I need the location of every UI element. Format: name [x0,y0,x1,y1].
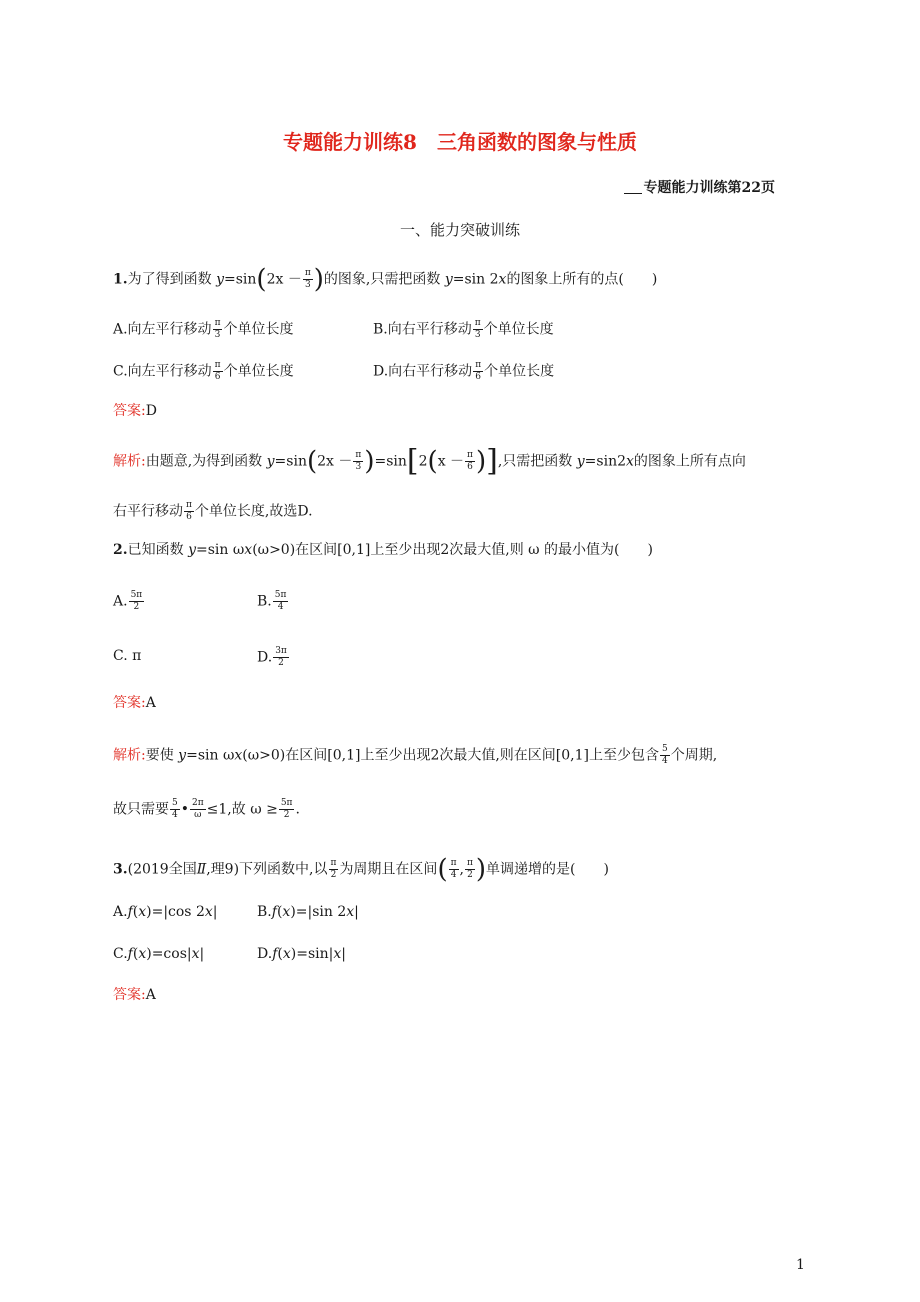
question-2-stem: 2.已知函数 y=sin ωx(ω>0)在区间[0,1]上至少出现2次最大值,则 ω 的最小值为( ) [113,542,653,558]
bracket: ] [486,443,498,479]
fraction [473,318,483,341]
bracket: [ [406,443,419,479]
math: f [127,946,133,962]
text: =|sin 2 [295,904,347,920]
denominator: 4 [172,810,178,820]
math: x [346,904,355,920]
option-value: π [132,648,142,664]
denominator: 3 [214,330,221,340]
text: 在区间[0,1]上至少出现2次最大值,则 [295,542,524,558]
fraction [184,500,194,523]
numerator: π [186,500,192,510]
q3-option-d: D.f(x)=sin|x| [257,946,346,962]
question-1-stem: 1.为了得到函数 y=sin(2x － $\frac{\pi}{3}$ )的图象,只需把函数 y=sin 2x的图象上所有的点( ) [113,264,658,295]
fraction [353,450,363,473]
numerator: π [214,360,221,370]
fraction [473,360,483,383]
numerator: 5π [280,798,293,808]
fraction [279,798,295,821]
denominator: 6 [475,372,482,382]
text: 个单位长度 [483,321,554,338]
question-number: 2. [113,542,128,558]
text: ,理9)下列函数中,以 [206,861,328,878]
denominator: 3 [474,330,481,340]
q1-explanation-line1: 解析:由题意,为得到函数 y=sin(2x － $\frac{\pi}{3}$ )=sin[2(x － $\frac{\pi}{6}$ )],只需把函数 y=sin2x的图象上所有点向 [113,443,746,479]
numerator: 2π [192,798,204,808]
math: x [282,946,291,962]
numerator: 5 [172,798,178,808]
paren: ( [427,446,438,477]
math: x [191,946,200,962]
text: ,只需把函数 [497,453,573,470]
numerator: 5π [274,590,287,600]
paren: ) [475,854,487,885]
fraction [170,798,180,821]
q3-option-b: B.f(x)=|sin 2x| [257,904,359,920]
text: 为了得到函数 [127,271,212,288]
text: 已知函数 [127,542,184,558]
explanation-label: 解析: [113,453,146,470]
answer-label: 答案: [113,987,146,1003]
text: 个单位长度 [484,363,555,380]
math: y [444,271,453,288]
numerator: π [304,268,311,278]
denominator: 6 [467,462,473,472]
math: x [138,946,147,962]
paren: ) [475,446,487,477]
fraction [465,450,475,473]
text: 个单位长度 [223,321,294,338]
numerator: π [330,858,337,868]
math: y [188,542,196,558]
math: f [127,904,133,920]
option-label: D. [257,649,273,666]
q2-option-a [113,590,145,613]
q2-option-d [257,646,290,669]
numerator: 5π [130,590,143,600]
math: x [234,747,243,764]
option-label: B. [257,904,272,920]
explanation-label: 解析: [113,747,146,764]
numerator: 5 [662,744,668,754]
numerator: π [467,450,473,460]
fraction [303,268,313,291]
paren: ) [313,264,324,295]
text: ≤1,故 [206,801,246,818]
numerator: 3π [275,646,287,656]
numerator: π [466,858,473,868]
denominator: 4 [277,602,284,612]
answer-value: D [145,403,157,419]
question-number: 3. [113,861,128,878]
option-label: A. [113,904,128,920]
option-label: C. [113,648,128,664]
math: f [272,946,278,962]
q3-answer [113,985,156,1005]
denominator: 6 [214,372,221,382]
option-label: B.向右平行移动 [373,321,472,338]
q2-answer [113,693,156,713]
math: x [138,904,147,920]
page-number: 1 [796,1257,805,1273]
q1-option-a [113,318,293,341]
math: x [498,271,507,288]
text: 要使 [145,747,174,764]
numerator: π [355,450,362,460]
option-label: C. [113,946,128,962]
denominator: 2 [278,658,284,668]
text: 右平行移动 [113,503,183,520]
q2-explanation-line1: 解析:要使 y=sin ωx(ω>0)在区间[0,1]上至少出现2次最大值,则在区间[0,1]上至少包含 $\frac{5}{4}$ 个周期, [113,744,718,766]
fraction [129,590,145,613]
blank-line [624,193,642,194]
question-number: 1. [113,271,128,288]
text: 在区间[0,1]上至少出现2次最大值,则在区间[0,1]上至少包含 [285,747,659,764]
fraction [213,318,223,341]
page-reference [624,177,775,197]
q1-explanation-line2 [113,500,313,523]
option-label: B. [257,593,272,610]
fraction [273,646,289,669]
text: 个单位长度 [223,363,294,380]
numerator: π [475,360,482,370]
text: 的最小值为( ) [544,542,653,558]
q2-explanation-line2: 故只需要 $\frac{5}{4}$ • $\frac{2\pi}{\omega}$ ≤1,故 ω ≥ $\frac{5\pi}{2}$ . [113,798,300,820]
text: 个单位长度,故选D. [194,503,313,520]
page-title: 专题能力训练8 三角函数的图象与性质 [283,130,637,154]
text: ≥ [266,801,278,818]
math: x [626,453,634,470]
numerator: π [214,318,221,328]
q3-option-c: C.f(x)=cos|x| [113,946,205,962]
q3-option-a: A.f(x)=|cos 2x| [113,904,218,920]
text: 的图象上所有点向 [633,453,746,470]
denominator: 6 [186,512,192,522]
math: x [204,904,213,920]
option-label: A. [113,593,128,610]
math: x [244,542,253,558]
denominator: 2 [330,870,337,880]
math: y [576,453,585,470]
q2-option-b [257,590,289,613]
q1-option-c [113,360,294,383]
option-label: D.向右平行移动 [373,363,473,380]
text: =cos| [151,946,192,962]
fraction [660,744,670,767]
fraction [213,360,223,383]
text: 由题意,为得到函数 [145,453,263,470]
text: 故只需要 [113,801,169,818]
math: y [178,747,187,764]
denominator: 2 [283,810,290,820]
text: =sin| [296,946,334,962]
math: x [282,904,291,920]
option-label: C.向左平行移动 [113,363,212,380]
q1-answer [113,401,157,421]
text: 为周期且在区间 [339,861,438,878]
denominator: 3 [355,462,362,472]
math: y [266,453,275,470]
fraction [273,590,289,613]
text: =|cos 2 [151,904,205,920]
denominator: 2 [133,602,140,612]
denominator: ω [194,810,202,820]
page-ref-text: 专题能力训练第22页 [643,180,775,196]
paren: ( [256,264,267,295]
paren: ) [364,446,375,477]
answer-label: 答案: [113,403,146,419]
text: 单调递增的是( ) [486,861,609,878]
numerator: π [450,858,457,868]
text: 的图象上所有的点( ) [506,271,658,288]
fraction [465,858,475,881]
q1-option-b [373,318,554,341]
fraction [190,798,206,821]
paren: ( [306,446,318,477]
denominator: 4 [662,756,668,766]
answer-label: 答案: [113,695,146,711]
math: y [216,271,224,288]
denominator: 2 [467,870,473,880]
numerator: π [474,318,481,328]
fraction [449,858,459,881]
q2-option-c [113,646,141,666]
option-label: D. [257,946,273,962]
text: 的图象,只需把函数 [323,271,441,288]
question-3-stem: 3.(2019全国Ⅱ,理9)下列函数中,以 $\frac{\pi}{2}$ 为周期且在区间( $\frac{\pi}{4}$ , $\frac{\pi}{2}$ )单调递增的是( ) [113,854,609,885]
q1-option-d [373,360,554,383]
denominator: 3 [304,280,311,290]
option-label: A.向左平行移动 [113,321,212,338]
fraction [329,858,339,881]
answer-value: A [145,987,156,1003]
text: (2019全国 [127,861,197,878]
denominator: 4 [450,870,457,880]
text: 个周期, [670,747,718,764]
section-heading: 一、能力突破训练 [399,221,520,239]
math: f [271,904,277,920]
answer-value: A [145,695,156,711]
math: x [333,946,342,962]
roman-numeral: Ⅱ [196,861,207,878]
paren: ( [437,854,448,885]
